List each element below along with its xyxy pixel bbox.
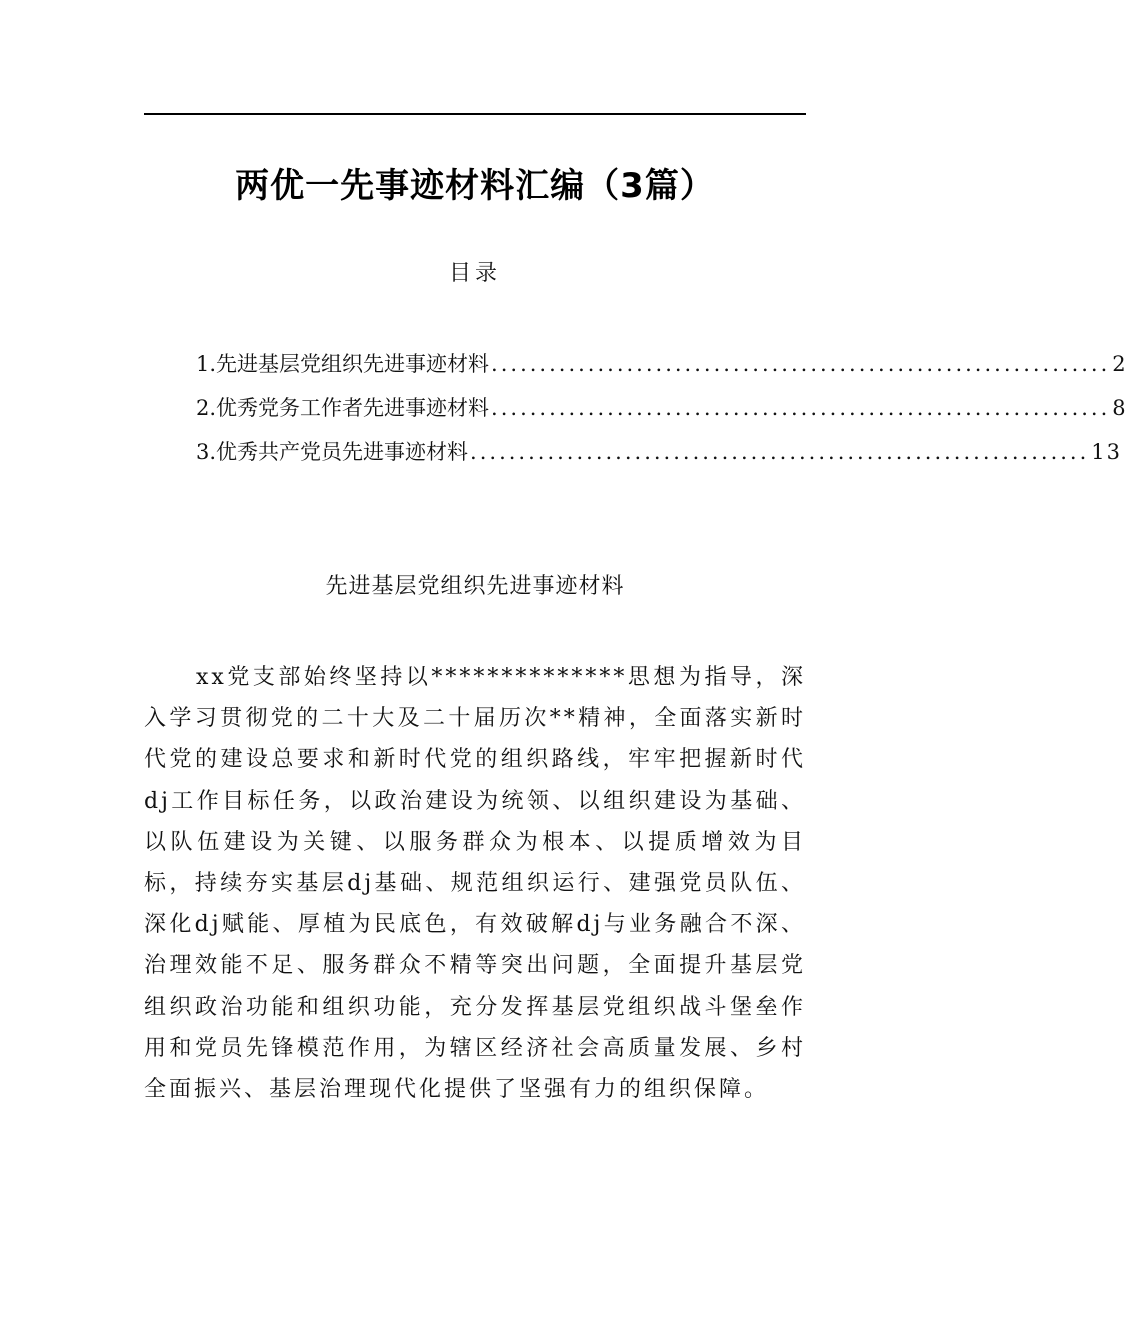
section-title: 先进基层党组织先进事迹材料 <box>325 574 625 599</box>
toc-entry-page: 13 <box>1091 440 1122 464</box>
toc-entry-label: 2.优秀党务工作者先进事迹材料 <box>196 396 490 420</box>
toc-dot-leader: ................................................................ <box>491 396 1111 420</box>
toc-entry-page: 2 <box>1112 352 1128 376</box>
toc-entry[interactable] <box>196 390 1128 434</box>
toc-entry-page: 8 <box>1112 396 1128 420</box>
document-title: 两优一先事迹材料汇编（3篇） <box>235 166 715 206</box>
table-of-contents <box>196 346 1128 478</box>
toc-heading: 目录 <box>448 261 501 286</box>
toc-entry-label: 1.先进基层党组织先进事迹材料 <box>196 352 490 376</box>
body-paragraph: xx党支部始终坚持以**************思想为指导，深入学习贯彻党的二十大及二十届历次**精神，全面落实新时代党的建设总要求和新时代党的组织路线，牢牢把握新时代dj工作目标任务，以政治建设为统领、以组织建设为基础、以队伍建设为关键、以服务群众为根本、以提质增效为目标，持续夯实基层dj基础、规范组织运行、建强党员队伍、深化dj赋能、厚植为民底色，有效破解dj与业务融合不深、治理效能不足、服务群众不精等突出问题，全面提升基层党组织政治功能和组织功能，充分发挥基层党组织战斗堡垒作用和党员先锋模范作用，为辖区经济社会高质量发展、乡村全面振兴、基层治理现代化提供了坚强有力的组织保障。 <box>144 665 806 1103</box>
toc-entry[interactable] <box>196 346 1128 390</box>
toc-entry-label: 3.优秀共产党员先进事迹材料 <box>196 440 469 464</box>
header-rule <box>144 113 806 115</box>
toc-entry[interactable] <box>196 434 1122 478</box>
toc-dot-leader: ................................................................ <box>470 440 1090 464</box>
toc-dot-leader: ................................................................ <box>491 352 1111 376</box>
